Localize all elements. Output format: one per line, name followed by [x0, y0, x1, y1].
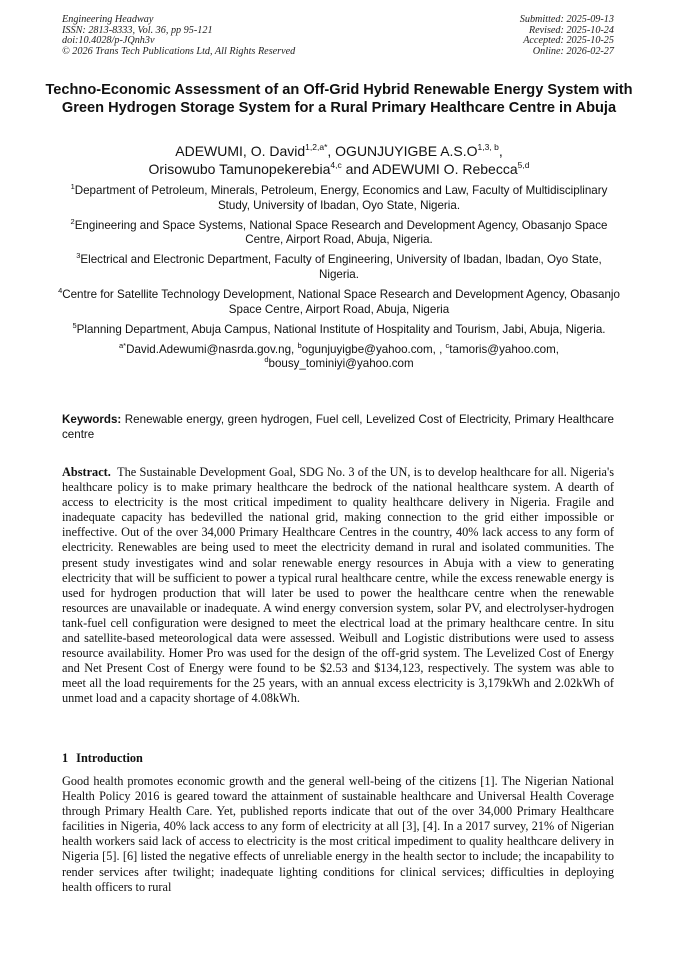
accepted-date: Accepted: 2025-10-25: [523, 35, 614, 47]
publication-dates: [520, 15, 614, 57]
email-marker: d: [264, 355, 269, 365]
author-separator: ,: [498, 143, 503, 159]
affiliation-text: Engineering and Space Systems, National Space Research and Development Agency, Obasanjo Space Centre, Airport Road, Abuja, Nigeria.: [74, 218, 608, 247]
affiliation-list: [56, 184, 622, 378]
section-heading: [62, 751, 143, 766]
abstract-text: The Sustainable Development Goal, SDG No. 3 of the UN, is to develop healthcare for all. Nigeria's healthcare policy is to make primary healthcare the bedrock of the national healthcare system. A dearth of access to electricity is the most critical impediment to quality healthcare delivery in Nigeria. Fragile and inadequate capacity has bedevilled the national grid, making connection to the grid either impossible or ineffective. Out of the over 34,000 Primary Healthcare Centres in the country, 40% lack access to any form of electricity. Renewables are being used to meet the electricity demand in rural and isolated communities. The present study investigates wind and solar renewable energy resources in Abuja with a view to generating electricity that will be sufficient to power a typical rural healthcare centre, while the excess renewable energy is used for hydrogen production that will later be used to power the healthcare centre when the renewable resources are unavailable or inadequate. A wind energy conversion system, solar PV, and electrolyser-hydrogen tank-fuel cell configuration were designed to meet the electrical load at the primary healthcare centre. In situ and satellite-based meteorological data were assessed. Weibull and Logistic distributions were used to assess resource availability. Homer Pro was used for the design of the off-grid system. The Levelized Cost of Energy and Net Present Cost of Energy were found to be $2.53 and $134,123, respectively. The system was able to meet all the load requirements for the 25 years, with an annual excess electricity is 3,179kWh and 2.02kWh of unmet load and a capacity shortage of 4.08kWh.: [62, 465, 614, 706]
affiliation: [56, 288, 622, 317]
affiliation: [56, 320, 622, 338]
email-list: [56, 340, 622, 372]
affiliation-marker: 4: [58, 286, 63, 296]
paper-title: Techno-Economic Assessment of an Off-Grid Hybrid Renewable Energy System with Green Hydrogen Storage System for a Rural Primary Healthcare Centre in Abuja: [45, 82, 633, 116]
author-name: Orisowubo Tamunopekerebia: [148, 160, 331, 177]
author-list: [40, 143, 638, 178]
issn-line: ISSN: 2813-8333, Vol. 36, pp 95-121: [62, 24, 213, 36]
affiliation: [56, 216, 622, 248]
keywords-text: Renewable energy, green hydrogen, Fuel cell, Levelized Cost of Electricity, Primary Healthcare centre: [62, 413, 614, 441]
author-affiliation-marker: 5,d: [517, 159, 530, 170]
author-name: OGUNJUYIGBE A.S.O: [335, 143, 478, 159]
copyright-line: © 2026 Trans Tech Publications Ltd, All Rights Reserved: [62, 45, 296, 57]
revised-date: Revised: 2025-10-24: [528, 24, 614, 36]
author-separator: and: [341, 160, 373, 177]
affiliation: [56, 184, 622, 213]
submitted-date: Submitted: 2025-09-13: [519, 14, 614, 25]
email-marker: c: [445, 340, 450, 350]
affiliation-marker: 2: [70, 216, 75, 226]
affiliation-text: Planning Department, Abuja Campus, National Institute of Hospitality and Tourism, Jabi, Abuja, Nigeria.: [76, 322, 606, 336]
affiliation-marker: 5: [72, 320, 77, 330]
abstract-label: Abstract.: [62, 465, 111, 479]
keywords-label: Keywords:: [62, 413, 122, 426]
author-affiliation-marker: 1,2,a*: [305, 142, 328, 152]
section-title: Introduction: [76, 751, 143, 765]
author-name: ADEWUMI, O. David: [175, 143, 306, 159]
affiliation: [56, 253, 622, 282]
doi-line: doi:10.4028/p-JQnh3v: [62, 35, 155, 47]
author-separator: ,: [327, 143, 336, 159]
email-link[interactable]: bousy_tominiyi@yahoo.com: [268, 357, 414, 371]
email-link[interactable]: David.Adewumi@nasrda.gov.ng,: [126, 342, 298, 356]
author-name: ADEWUMI O. Rebecca: [372, 160, 518, 177]
affiliation-text: Centre for Satellite Technology Development, National Space Research and Development Agency, Obasanjo Space Centre, Airport Road, Abuja, Nigeria: [62, 288, 620, 316]
email-marker: b: [297, 340, 302, 350]
keywords: [62, 413, 614, 442]
author-affiliation-marker: 4,c: [330, 159, 342, 170]
online-date: Online: 2026-02-27: [532, 45, 614, 57]
journal-info: [62, 15, 295, 57]
introduction-paragraph: Good health promotes economic growth and the general well-being of the citizens [1]. The Nigerian National Health Policy 2016 is geared toward the attainment of sustainable healthcare and Universal Health Coverage through Primary Health Care. Yet, published reports indicate that out of the over 34,000 Primary Healthcare facilities in Nigeria, 40% lack access to any form of electricity at all [3], [4]. In a 2017 survey, 21% of Nigerian health workers said lack of access to electricity is the most critical impediment to quality healthcare delivery in Nigeria [5]. [6] listed the negative effects of unreliable energy in the health sector to include; the incapability to render services after twilight; inadequate lighting conditions for clinical services; difficulties in deploying health officers to rural: [62, 774, 614, 894]
abstract: [62, 465, 614, 707]
affiliation-text: Electrical and Electronic Department, Faculty of Engineering, University of Ibadan, Ibadan, Oyo State, Nigeria.: [80, 253, 602, 281]
affiliation-text: Department of Petroleum, Minerals, Petroleum, Energy, Economics and Law, Faculty of Multidisciplinary Study, University of Ibadan, Oyo State, Nigeria.: [74, 184, 608, 212]
author-affiliation-marker: 1,3, b: [477, 142, 499, 152]
email-link[interactable]: ogunjuyigbe@yahoo.com, ,: [301, 342, 446, 356]
affiliation-marker: 1: [70, 182, 75, 191]
affiliation-marker: 3: [76, 251, 81, 261]
journal-name: Engineering Headway: [62, 14, 154, 25]
section-number: 1: [62, 751, 69, 765]
email-marker: a*: [118, 340, 127, 350]
email-link[interactable]: tamoris@yahoo.com,: [449, 342, 560, 356]
